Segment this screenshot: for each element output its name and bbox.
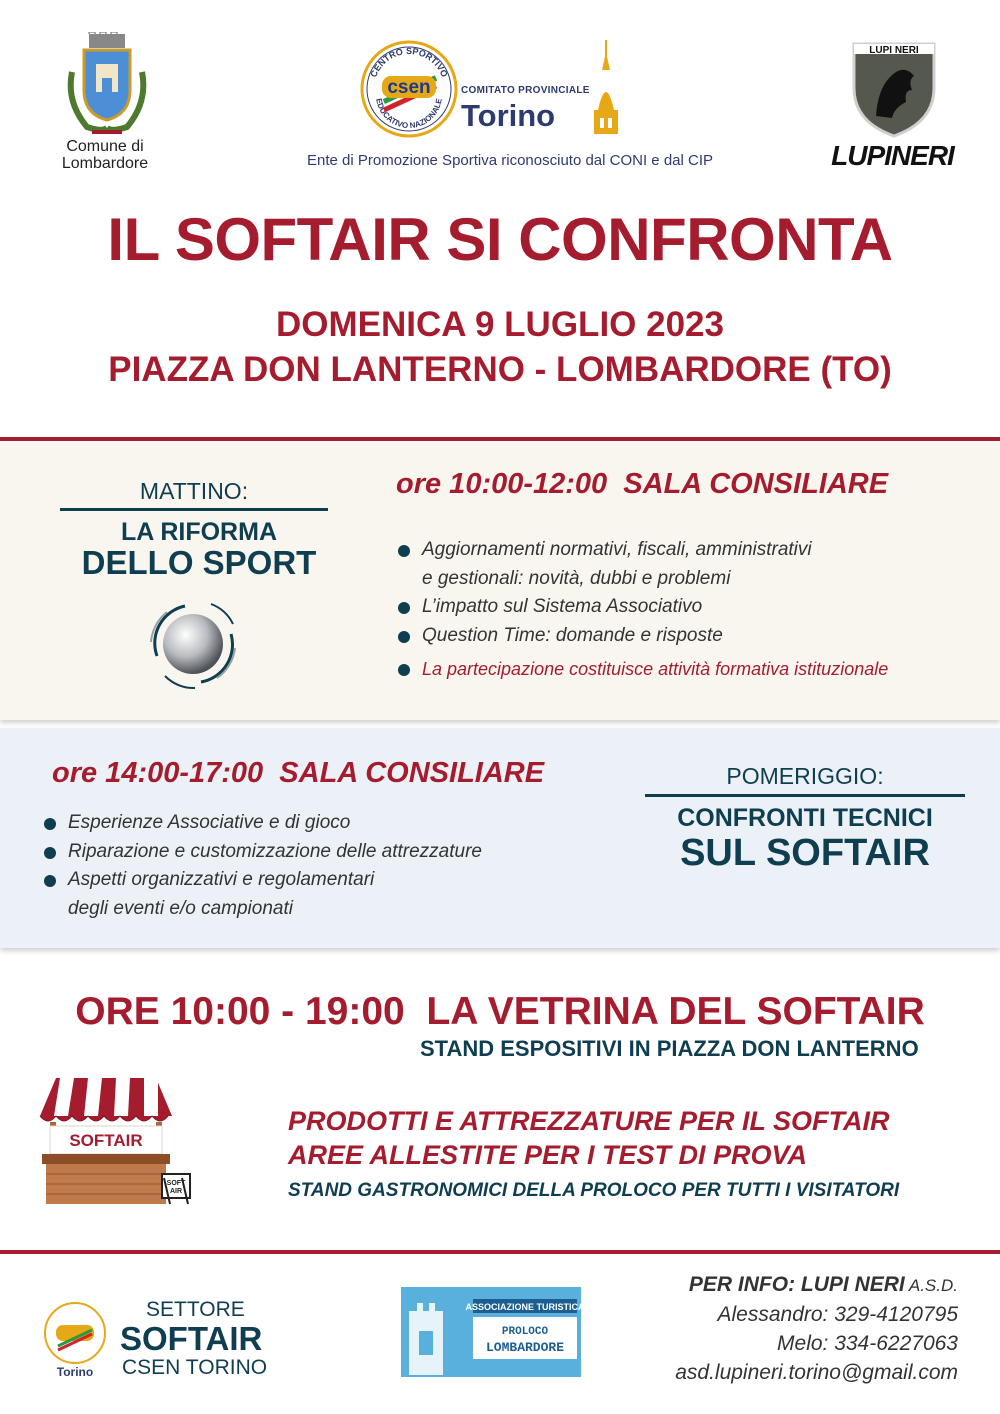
list-item	[396, 622, 956, 651]
mole-antonelliana-icon	[590, 40, 622, 136]
info-block	[675, 1270, 958, 1387]
comitato-city: Torino	[461, 98, 556, 133]
vetrina-line1: PRODOTTI E ATTREZZATURE PER IL SOFTAIR	[288, 1106, 890, 1136]
lupi-badge-text: LUPI NERI	[869, 45, 919, 56]
contact-melo: Melo: 334-6227063	[777, 1332, 958, 1355]
settore-line1: SETTORE	[146, 1298, 245, 1321]
stall-board-line2: AIR	[169, 1188, 183, 1195]
csen-ring-top: CENTRO SPORTIVO	[368, 45, 450, 79]
proloco-line1: ASSOCIAZIONE TURISTICA	[465, 1302, 581, 1312]
comune-crest-icon	[62, 32, 152, 137]
market-stall-icon	[36, 1074, 196, 1210]
proloco-logo-icon	[401, 1287, 581, 1377]
list-item	[42, 838, 602, 867]
morning-subtitle1: LA RIFORMA	[121, 518, 277, 546]
afternoon-subtitle2: SUL SOFTAIR	[680, 832, 930, 874]
sphere-icon	[145, 596, 241, 692]
bullet-line1: Esperienze Associative e di gioco	[68, 812, 351, 833]
csen-ring-bottom: EDUCATIVO NAZIONALE	[374, 97, 444, 131]
vetrina-line3: STAND GASTRONOMICI DELLA PROLOCO PER TUTTI I VISITATORI	[288, 1180, 900, 1201]
event-date: DOMENICA 9 LUGLIO 2023	[276, 305, 724, 344]
bullet-line2: e gestionali: novità, dubbi e problemi	[422, 567, 731, 589]
afternoon-time-heading: ore 14:00-17:00 SALA CONSILIARE	[52, 757, 545, 789]
vetrina-heading: ORE 10:00 - 19:00 LA VETRINA DEL SOFTAIR	[75, 990, 925, 1033]
csen-logo-icon	[360, 40, 458, 138]
stall-board-line1: SOFT	[166, 1180, 186, 1187]
info-label: PER INFO: LUPI NERI	[688, 1273, 905, 1296]
bottom-divider	[0, 1250, 1000, 1254]
contact-alessandro: Alessandro: 329-4120795	[717, 1303, 958, 1326]
list-item	[42, 866, 602, 923]
stall-sign-text: SOFTAIR	[69, 1131, 143, 1150]
vetrina-products	[288, 1104, 890, 1172]
bullet-line1: L’impatto sul Sistema Associativo	[422, 596, 703, 617]
event-title: IL SOFTAIR SI CONFRONTA	[107, 206, 893, 273]
proloco-line2: PROLOCO	[501, 1326, 549, 1338]
morning-subtitle2: DELLO SPORT	[81, 544, 317, 581]
comune-line2: Lombardore	[61, 155, 149, 172]
lupi-neri-shield-icon	[848, 38, 940, 138]
comune-line1: Comune di	[66, 138, 144, 155]
afternoon-bullet-list	[42, 809, 602, 923]
settore-line3: CSEN TORINO	[122, 1356, 268, 1379]
bullet-line1: Riparazione e customizzazione delle attrezzature	[68, 840, 482, 862]
list-item-note	[396, 655, 956, 684]
vetrina-line2: AREE ALLESTITE PER I TEST DI PROVA	[288, 1140, 808, 1170]
csen-tagline: Ente di Promozione Sportiva riconosciuto dal CONI e dal CIP	[306, 152, 714, 169]
afternoon-underline	[645, 794, 965, 797]
morning-time-heading: ore 10:00-12:00 SALA CONSILIARE	[396, 468, 889, 500]
bullet-line1: Aggiornamenti normativi, fiscali, amministrativi	[422, 539, 812, 560]
bullet-line2: degli eventi e/o campionati	[68, 897, 293, 919]
morning-bullet-list	[396, 536, 956, 684]
footer-logo-city: Torino	[56, 1365, 94, 1378]
bullet-line1: Question Time: domande e risposte	[422, 624, 723, 646]
proloco-line3: LOMBARDORE	[485, 1340, 565, 1355]
csen-footer-logo-icon	[40, 1300, 110, 1378]
contact-email[interactable]: asd.lupineri.torino@gmail.com	[675, 1361, 958, 1384]
csen-wordmark: csen	[387, 77, 431, 98]
event-place: PIAZZA DON LANTERNO - LOMBARDORE (TO)	[108, 350, 892, 389]
afternoon-subtitle1: CONFRONTI TECNICI	[677, 804, 933, 832]
info-heading	[675, 1270, 958, 1300]
vetrina-subheading: STAND ESPOSITIVI IN PIAZZA DON LANTERNO	[420, 1036, 919, 1061]
comune-name	[40, 138, 170, 172]
list-item	[42, 809, 602, 838]
lupi-wordmark: LUPINERI	[831, 140, 954, 171]
info-suffix: A.S.D.	[904, 1276, 958, 1295]
list-item	[396, 593, 956, 622]
settore-line2: SOFTAIR	[120, 1320, 263, 1357]
morning-underline	[60, 508, 328, 511]
morning-label: MATTINO:	[139, 478, 249, 504]
morning-note: La partecipazione costituisce attività formativa istituzionale	[422, 659, 889, 679]
list-item	[396, 536, 956, 593]
comitato-label: COMITATO PROVINCIALE	[461, 85, 590, 96]
afternoon-label: POMERIGGIO:	[726, 763, 884, 789]
bullet-line1: Aspetti organizzativi e regolamentari	[68, 869, 375, 890]
top-divider	[0, 437, 1000, 441]
